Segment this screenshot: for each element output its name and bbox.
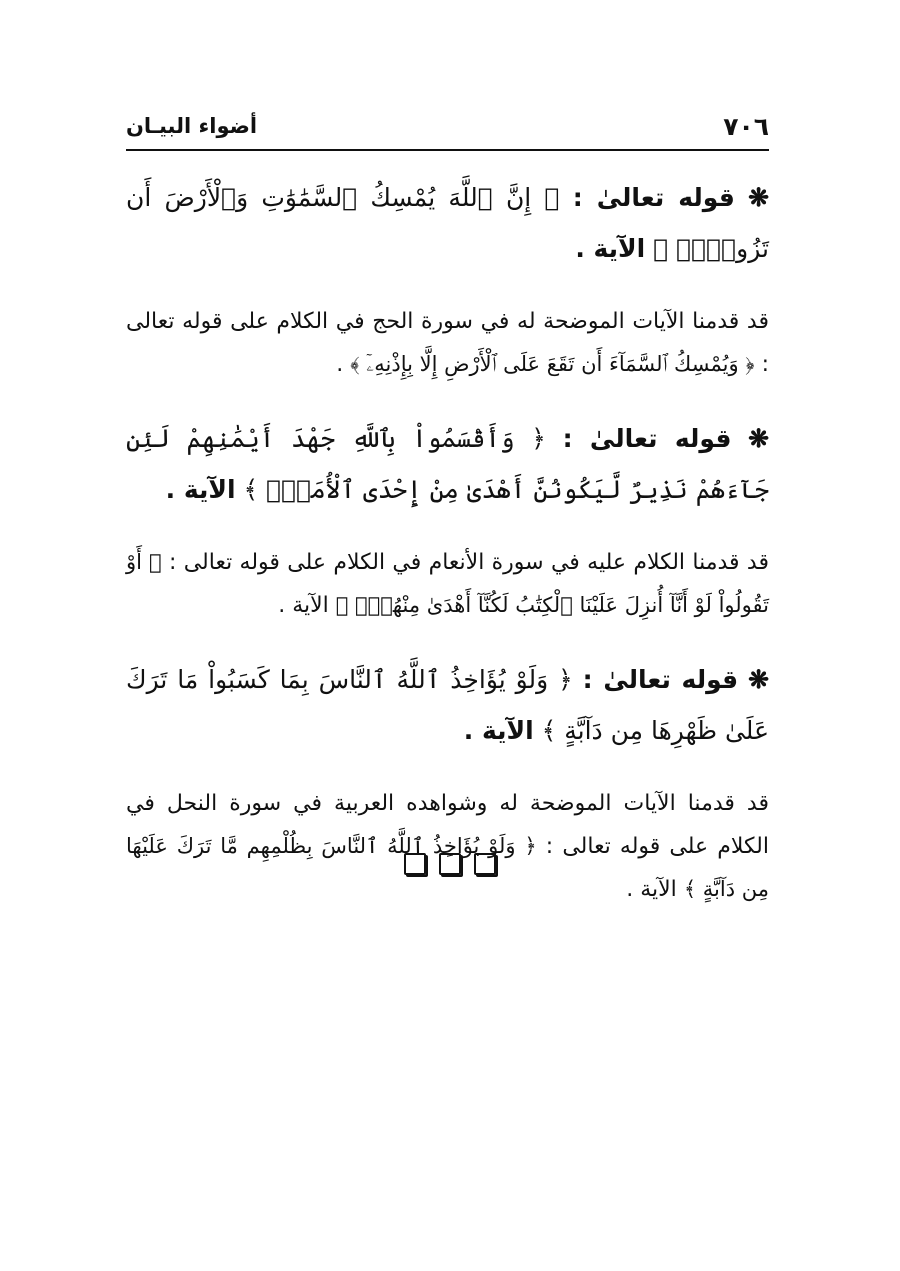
verse-heading-1 <box>126 172 769 274</box>
header-divider <box>126 149 769 151</box>
cited-verse: ﴿ وَيُمْسِكُ ٱلسَّمَآءَ أَن تَقَعَ عَلَى ٱلْأَرْضِ إِلَّا بِإِذْنِهِۦٓ ﴾ <box>350 352 755 376</box>
commentary-1 <box>126 300 769 386</box>
verse-tail: الآية . <box>165 475 236 504</box>
commentary-3 <box>126 782 769 911</box>
commentary-tail: الآية . <box>626 877 677 902</box>
commentary-tail: . <box>336 352 344 377</box>
verse-tail: الآية . <box>463 716 534 745</box>
square-ornament-icon <box>474 853 496 875</box>
commentary-2 <box>126 541 769 627</box>
commentary-text: قد قدمنا الآيات الموضحة له وشواهده العربية في سورة النحل في الكلام على قوله تعالى : <box>126 791 769 859</box>
quran-verse: ﴿ وَلَوْ يُؤَاخِذُ ٱللَّهُ ٱلنَّاسَ بِمَا كَسَبُواْ مَا تَرَكَ عَلَىٰ ظَهْرِهَا مِن دَآبَّةٍ ﴾ <box>126 665 769 745</box>
verse-heading-2 <box>126 413 769 515</box>
verse-heading-3 <box>126 654 769 756</box>
verse-tail: الآية . <box>575 234 646 263</box>
square-ornament-icon <box>404 853 426 875</box>
page-number: ٧٠٦ <box>723 112 769 141</box>
commentary-tail: الآية . <box>278 593 329 618</box>
quran-verse: ﴿ وَأَقْسَمُواْ بِٱللَّهِ جَهْدَ أَيْمَٰنِهِمْ لَئِن جَآءَهُمْ نَذِيرٌ لَّيَكُونُنَّ أَهْدَىٰ مِنْ إِحْدَى ٱلْأُمَمِۖ ﴾ <box>126 424 769 504</box>
section-end-ornament <box>0 853 900 875</box>
page-body <box>126 172 769 938</box>
cited-verse: ﴿ أَوْ تَقُولُواْ لَوْ أَنَّآ أُنزِلَ عَلَيْنَا ٱلْكِتَٰبُ لَكُنَّآ أَهْدَىٰ مِنْهُمْۚ ﴾ <box>126 550 769 617</box>
verse-lead: قوله تعالىٰ : <box>572 183 735 212</box>
star-ornament-icon: ❋ <box>748 183 770 212</box>
commentary-text: قد قدمنا الآيات الموضحة له في سورة الحج في الكلام على قوله تعالى : <box>126 309 769 377</box>
square-ornament-icon <box>439 853 461 875</box>
book-title: أضواء البيـان <box>126 114 258 138</box>
running-head <box>126 112 769 144</box>
verse-lead: قوله تعالىٰ : <box>562 424 732 453</box>
cited-verse: ﴿ وَلَوْ يُؤَاخِذُ ٱللَّهُ ٱلنَّاسَ بِظُلْمِهِم مَّا تَرَكَ عَلَيْهَا مِن دَآبَّةٍ ﴾ <box>126 834 769 901</box>
verse-lead: قوله تعالىٰ : <box>582 665 739 694</box>
star-ornament-icon: ❋ <box>748 424 770 453</box>
commentary-text: قد قدمنا الكلام عليه في سورة الأنعام في الكلام على قوله تعالى : <box>168 550 769 575</box>
quran-verse: ﴿ إِنَّ ٱللَّهَ يُمْسِكُ ٱلسَّمَٰوَٰتِ وَٱلْأَرْضَ أَن تَزُولَاۚ ﴾ <box>126 183 769 263</box>
star-ornament-icon: ❋ <box>748 665 770 694</box>
